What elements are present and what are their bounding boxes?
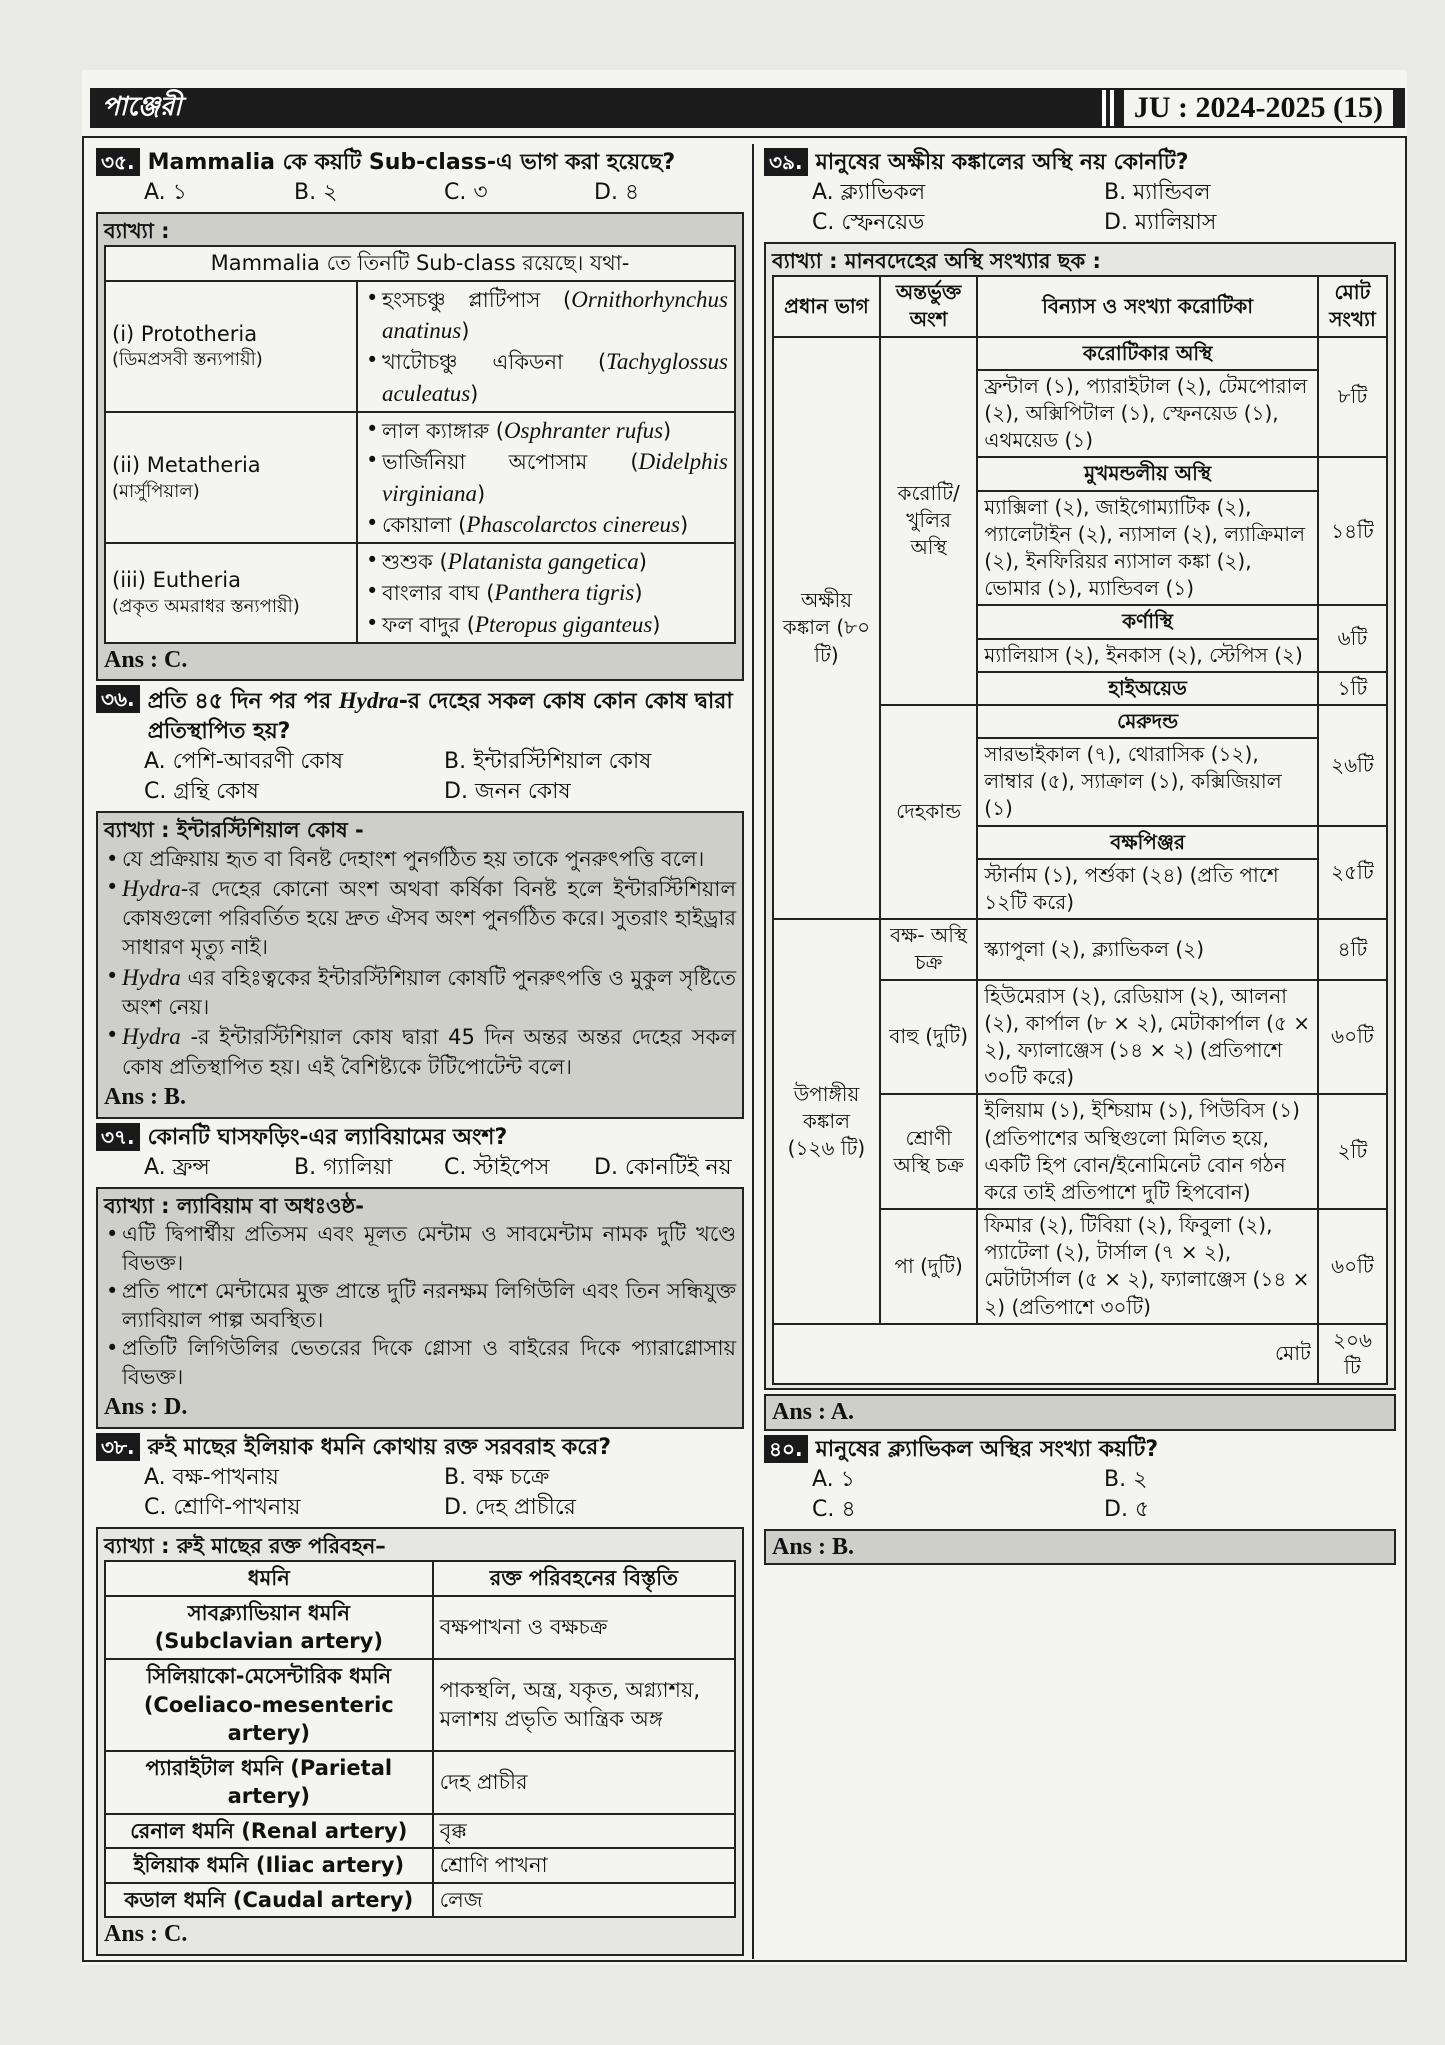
artery-name: রেনাল ধমনি (Renal artery) <box>130 1818 408 1843</box>
bone-list: ফিমার (২), টিবিয়া (২), ফিবুলা (২), প্যাটেলা (২), টার্সাল (৭ × ২), মেটাটার্সাল (৫ × ২), ফ্যালাঞ্জেস (১৪ × ২) (প্রতিপাশে ৩০টি) <box>977 1209 1318 1324</box>
group-content: সারভাইকাল (৭), থোরাসিক (১২), লাম্বার (৫), স্যাক্রাল (১), কক্সিজিয়াল (১) <box>977 738 1318 826</box>
scientific-name: Platanista gangetica <box>447 549 639 575</box>
table-row <box>105 412 735 543</box>
group-total: ১৪টি <box>1318 457 1387 605</box>
group-content: স্টার্নাম (১), পর্শুকা (২৪) (প্রতি পাশে ১২টি করে) <box>977 859 1318 919</box>
example-item: • কোয়ালা (Phascolarctos cinereus) <box>364 509 728 540</box>
question-40 <box>764 1435 1396 1465</box>
table-row <box>105 1659 735 1751</box>
options <box>96 178 744 208</box>
subclass-note: (প্রকৃত অমরাধর স্তন্যপায়ী) <box>112 595 300 617</box>
bullet-item: • Hydra-র দেহের কোনো অংশ অথবা কর্ষিকা বিনষ্ট হলে ইন্টারস্টিশিয়াল কোষগুলো পরিবর্তিত হয়ে দ্রুত ঐসব অংশ পুনর্গঠিত করে। সুতরাং হাইড্রার সাধারণ মৃত্যু নাই। <box>104 873 736 961</box>
question-35 <box>96 148 744 178</box>
explanation-label: ব্যাখ্যা : রুই মাছের রক্ত পরিবহন– <box>104 1533 386 1558</box>
bone-list: ইলিয়াম (১), ইশ্চিয়াম (১), পিউবিস (১) (প্রতিপাশের অস্থিগুলো মিলিত হয়ে, একটি হিপ বোন/ইনোমিনেট বোন গঠন করে তাই প্রতিপাশে দুটি হিপবোন) <box>977 1094 1318 1209</box>
example-item: • বাংলার বাঘ (Panthera tigris) <box>364 577 728 608</box>
answer: Ans : A. <box>764 1394 1396 1431</box>
explanation-37 <box>96 1187 744 1429</box>
group-total: ১টি <box>1318 672 1387 705</box>
subclass-cell <box>105 281 357 412</box>
artery-name-cell <box>105 1596 433 1659</box>
part-total: ২টি <box>1318 1094 1387 1209</box>
question-36 <box>96 685 744 747</box>
artery-name-cell <box>105 1659 433 1751</box>
supply-cell: লেজ <box>433 1883 735 1918</box>
option-a: A. ক্ল্যাভিকল <box>812 179 926 205</box>
bullet-item: • প্রতিটি লিগিউলির ভেতরের দিকে গ্লোসা ও বাইরের দিকে প্যারাগ্লোসায় বিভক্ত। <box>104 1334 736 1391</box>
page <box>82 70 1407 1965</box>
explanation-38 <box>96 1527 744 1956</box>
option-a: A. ১ <box>812 1466 855 1492</box>
option-c: C. স্টাইপেস <box>444 1154 550 1180</box>
group-total: ২৬টি <box>1318 705 1387 826</box>
artery-table <box>104 1560 736 1918</box>
column-header: রক্ত পরিবহনের বিস্তৃতি <box>433 1561 735 1596</box>
part-total: ৬০টি <box>1318 1209 1387 1324</box>
examples-cell <box>357 412 735 543</box>
explanation-bullets <box>104 845 736 1082</box>
option-b: B. গ্যালিয়া <box>294 1154 393 1180</box>
explanation-label: ব্যাখ্যা : ইন্টারস্টিশিয়াল কোষ - <box>104 818 364 843</box>
scientific-name: Osphranter rufus <box>503 417 664 443</box>
option-b: B. ২ <box>294 179 338 205</box>
options <box>96 1463 744 1523</box>
option-b: B. বক্ষ চক্রে <box>444 1464 550 1490</box>
subclass-note: (ডিমপ্রসবী স্তন্যপায়ী) <box>112 349 263 371</box>
option-a: A. বক্ষ-পাখনায় <box>144 1464 279 1490</box>
main-part-axial: অক্ষীয় কঙ্কাল (৮০ টি) <box>773 337 880 920</box>
artery-name-cell <box>105 1751 433 1814</box>
options <box>96 747 744 807</box>
question-text: রুই মাছের ইলিয়াক ধমনি কোথায় রক্ত সরবরাহ করে? <box>147 1435 611 1461</box>
supply-cell: শ্রোণি পাখনা <box>433 1848 735 1883</box>
mammalia-table <box>104 245 736 643</box>
example-item: • শুশুক (Platanista gangetica) <box>364 546 728 577</box>
column-header: মোট সংখ্যা <box>1318 276 1387 336</box>
question-number: ৩৫. <box>96 148 140 176</box>
explanation-label: ব্যাখ্যা : <box>104 218 170 243</box>
answer: Ans : C. <box>104 646 188 673</box>
artery-name-cell <box>105 1883 433 1918</box>
answer: Ans : D. <box>104 1394 188 1421</box>
grand-total-label: মোট <box>773 1324 1318 1384</box>
option-d: D. ম্যালিয়াস <box>1104 209 1217 235</box>
group-total: ২৫টি <box>1318 826 1387 920</box>
explanation-36 <box>96 811 744 1119</box>
part-total: ৬০টি <box>1318 980 1387 1095</box>
example-item: • খাটোচঞ্চু একিডনা (Tachyglossus aculeatus) <box>364 346 728 409</box>
artery-name: কডাল ধমনি (Caudal artery) <box>124 1887 414 1912</box>
scientific-name: Didelphis virginiana <box>382 449 728 506</box>
bullet-item: • এটি দ্বিপার্শ্বীয় প্রতিসম এবং মূলত মেন্টাম ও সাবমেন্টাম নামক দুটি খণ্ডে বিভক্ত। <box>104 1220 736 1277</box>
supply-cell: দেহ প্রাচীর <box>433 1751 735 1814</box>
header-bars-decoration <box>1102 90 1114 126</box>
answer: Ans : B. <box>764 1529 1396 1566</box>
option-a: A. পেশি-আবরণী কোষ <box>144 749 344 775</box>
examples-cell <box>357 281 735 412</box>
subclass-note: (মার্সুপিয়াল) <box>112 480 200 502</box>
option-d: D. কোনটিই নয় <box>594 1154 732 1180</box>
column-header: প্রধান ভাগ <box>773 276 880 336</box>
grand-total-row <box>773 1324 1387 1384</box>
table-row <box>773 919 1387 979</box>
example-item: • হংসচঞ্চু প্লাটিপাস (Ornithorhynchus anatinus) <box>364 284 728 347</box>
group-title: মুখমন্ডলীয় অস্থি <box>977 457 1318 490</box>
example-item: • ফল বাদুর (Pteropus giganteus) <box>364 609 728 640</box>
right-column <box>764 144 1396 1565</box>
bullet-item: • Hydra -র ইন্টারস্টিশিয়াল কোষ দ্বারা 45 দিন অন্তর অন্তর দেহের সকল কোষ প্রতিস্থাপিত হয়। এই বৈশিষ্ট্যকে টটিপোটেন্ট বলে। <box>104 1021 736 1081</box>
examples-cell <box>357 543 735 643</box>
page-header <box>90 88 1405 128</box>
artery-name-cell <box>105 1848 433 1883</box>
column-header: অন্তর্ভুক্ত অংশ <box>880 276 977 336</box>
example-list <box>364 546 728 640</box>
example-item: • ভার্জিনিয়া অপোসাম (Didelphis virginiana) <box>364 446 728 509</box>
grand-total-value: ২০৬ টি <box>1318 1324 1387 1384</box>
option-d: D. দেহ প্রাচীরে <box>444 1494 576 1520</box>
subclass-name: (ii) Metatheria <box>112 452 261 477</box>
scientific-name: Pteropus giganteus <box>474 611 653 637</box>
option-b: B. ম্যান্ডিবল <box>1104 179 1211 205</box>
option-d: D. ৫ <box>1104 1496 1150 1522</box>
question-number: ৪০. <box>764 1435 808 1463</box>
sub-part-skull: করোটি/ খুলির অস্থি <box>880 337 977 705</box>
table-row <box>105 1814 735 1849</box>
group-title: করোটিকার অস্থি <box>977 337 1318 370</box>
answer: Ans : C. <box>104 1921 188 1948</box>
sub-part: বাহু (দুটি) <box>880 980 977 1095</box>
question-number: ৩৮. <box>96 1433 140 1461</box>
option-c: C. ৩ <box>444 179 488 205</box>
artery-english: (Coeliaco-mesenteric artery) <box>143 1692 394 1746</box>
group-title: বক্ষপিঞ্জর <box>977 826 1318 859</box>
options <box>764 178 1396 238</box>
bullet-item: • প্রতি পাশে মেন্টামের মুক্ত প্রান্তে দুটি নরনক্ষম লিগিউলি এবং তিন সন্ধিযুক্ত ল্যাবিয়াল পাল্প অবস্থিত। <box>104 1277 736 1334</box>
question-text: Mammalia কে কয়টি Sub-class-এ ভাগ করা হয়েছে? <box>147 150 676 175</box>
sub-part: বক্ষ- অস্থি চক্র <box>880 919 977 979</box>
group-total: ৬টি <box>1318 605 1387 671</box>
option-d: D. ৪ <box>594 179 640 205</box>
group-title: কর্ণাস্থি <box>977 605 1318 638</box>
group-content: ফ্রন্টাল (১), প্যারাইটাল (২), টেমপোরাল (২), অক্সিপিটাল (১), স্ফেনয়েড (১), এথময়েড (১) <box>977 370 1318 458</box>
question-38 <box>96 1433 744 1463</box>
bone-list: স্ক্যাপুলা (২), ক্ল্যাভিকল (২) <box>977 919 1318 979</box>
question-37 <box>96 1123 744 1153</box>
brand-logo: পাঞ্জেরী <box>102 92 182 122</box>
artery-name: সাবক্ল্যাভিয়ান ধমনি <box>187 1600 350 1625</box>
question-number: ৩৭. <box>96 1123 140 1151</box>
group-content: ম্যালিয়াস (২), ইনকাস (২), স্টেপিস (২) <box>977 639 1318 672</box>
question-text: প্রতি ৪৫ দিন পর পর Hydra-র দেহের সকল কোষ কোন কোষ দ্বারা প্রতিস্থাপিত হয়? <box>147 688 733 745</box>
group-title: হাইঅয়েড <box>977 672 1318 705</box>
italic-term: Hydra <box>122 964 181 990</box>
question-number: ৩৬. <box>96 685 140 713</box>
option-d: D. জনন কোষ <box>444 779 571 805</box>
sub-part-trunk: দেহকান্ড <box>880 705 977 919</box>
question-text: কোনটি ঘাসফড়িং-এর ল্যাবিয়ামের অংশ? <box>147 1124 508 1150</box>
artery-english: (Subclavian artery) <box>154 1629 383 1654</box>
scientific-name: Panthera tigris <box>494 580 635 606</box>
table-row <box>105 281 735 412</box>
table-row <box>105 543 735 643</box>
bullet-item: • যে প্রক্রিয়ায় হৃত বা বিনষ্ট দেহাংশ পুনর্গঠিত হয় তাকে পুনরুৎপত্তি বলে। <box>104 845 736 874</box>
italic-term: Hydra <box>122 1024 181 1050</box>
option-b: B. ২ <box>1104 1466 1148 1492</box>
table-row <box>105 1751 735 1814</box>
option-b: B. ইন্টারস্টিশিয়াল কোষ <box>444 749 652 775</box>
explanation-label: ব্যাখ্যা : মানবদেহের অস্থি সংখ্যার ছক : <box>772 248 1101 273</box>
scientific-name: Phascolarctos cinereus <box>466 511 680 537</box>
part-total: ৪টি <box>1318 919 1387 979</box>
answer: Ans : B. <box>104 1084 187 1111</box>
scientific-name: Ornithorhynchus anatinus <box>382 286 728 344</box>
sub-part: শ্রোণী অস্থি চক্র <box>880 1094 977 1209</box>
explanation-39 <box>764 242 1396 1390</box>
option-c: C. গ্রন্থি কোষ <box>144 779 259 805</box>
left-column <box>96 144 744 1956</box>
group-title: মেরুদন্ড <box>977 705 1318 738</box>
supply-cell: পাকস্থলি, অন্ত্র, যকৃত, অগ্ন্যাশয়, মলাশয় প্রভৃতি আন্ত্রিক অঙ্গ <box>433 1659 735 1751</box>
explanation-35 <box>96 212 744 682</box>
options <box>764 1465 1396 1525</box>
table-row <box>105 1596 735 1659</box>
explanation-bullets <box>104 1220 736 1391</box>
sub-part: পা (দুটি) <box>880 1209 977 1324</box>
column-divider <box>752 144 754 1959</box>
scientific-name: Tachyglossus aculeatus <box>382 349 728 406</box>
subclass-name: (iii) Eutheria <box>112 568 241 593</box>
main-part-appendicular: উপাঙ্গীয় কঙ্কাল (১২৬ টি) <box>773 919 880 1324</box>
example-list <box>364 415 728 540</box>
table-row <box>105 1883 735 1918</box>
example-item: • লাল ক্যাঙ্গারু (Osphranter rufus) <box>364 415 728 446</box>
supply-cell: বক্ষপাখনা ও বক্ষচক্র <box>433 1596 735 1659</box>
group-content: ম্যাক্সিলা (২), জাইগোম্যাটিক (২), প্যালেটাইন (২), ন্যাসাল (২), ল্যাক্রিমাল (২), ইনফিরিয়র ন্যাসাল কঙ্কা (২), ভোমার (১), ম্যান্ডিবল (১) <box>977 491 1318 606</box>
table-row <box>105 1848 735 1883</box>
subclass-cell <box>105 543 357 643</box>
question-number: ৩৯. <box>764 148 808 176</box>
bone-list: হিউমেরাস (২), রেডিয়াস (২), আলনা (২), কার্পাল (৮ × ২), মেটাকার্পাল (৫ × ২), ফ্যালাঞ্জেস (১৪ × ২) (প্রতিপাশে ৩০টি করে) <box>977 980 1318 1095</box>
artery-name-cell <box>105 1814 433 1849</box>
table-row <box>773 337 1387 370</box>
exam-title: JU : 2024-2025 (15) <box>1124 90 1393 126</box>
supply-cell: বৃক্ক <box>433 1814 735 1849</box>
option-c: C. ৪ <box>812 1496 856 1522</box>
column-header: বিন্যাস ও সংখ্যা করোটিকা <box>977 276 1318 336</box>
subclass-cell <box>105 412 357 543</box>
option-c: C. স্ফেনয়েড <box>812 209 925 235</box>
option-a: A. ফ্রন্স <box>144 1154 210 1180</box>
header-row <box>773 276 1387 336</box>
column-header: ধমনি <box>105 1561 433 1596</box>
example-list <box>364 284 728 409</box>
bone-count-table <box>772 275 1388 1385</box>
options <box>96 1153 744 1183</box>
option-c: C. শ্রোণি-পাখনায় <box>144 1494 301 1520</box>
question-39 <box>764 148 1396 178</box>
explanation-label: ব্যাখ্যা : ল্যাবিয়াম বা অধঃওষ্ঠ- <box>104 1193 364 1218</box>
artery-name: ইলিয়াক ধমনি (Iliac artery) <box>133 1853 405 1878</box>
option-a: A. ১ <box>144 179 187 205</box>
subclass-name: (i) Prototheria <box>112 321 258 346</box>
question-text: মানুষের অক্ষীয় কঙ্কালের অস্থি নয় কোনটি? <box>815 150 1189 175</box>
group-total: ৮টি <box>1318 337 1387 458</box>
artery-name: সিলিয়াকো-মেসেন্টারিক ধমনি <box>146 1663 392 1688</box>
artery-name: প্যারাইটাল ধমনি (Parietal artery) <box>145 1755 393 1809</box>
italic-term: Hydra <box>122 876 181 902</box>
table-title: Mammalia তে তিনটি Sub-class রয়েছে। যথা- <box>105 246 735 281</box>
question-text: মানুষের ক্ল্যাভিকল অস্থির সংখ্যা কয়টি? <box>815 1436 1159 1462</box>
bullet-item: • Hydra এর বহিঃত্বকের ইন্টারস্টিশিয়াল কোষটি পুনরুৎপত্তি ও মুকুল সৃষ্টিতে অংশ নেয়। <box>104 962 736 1022</box>
